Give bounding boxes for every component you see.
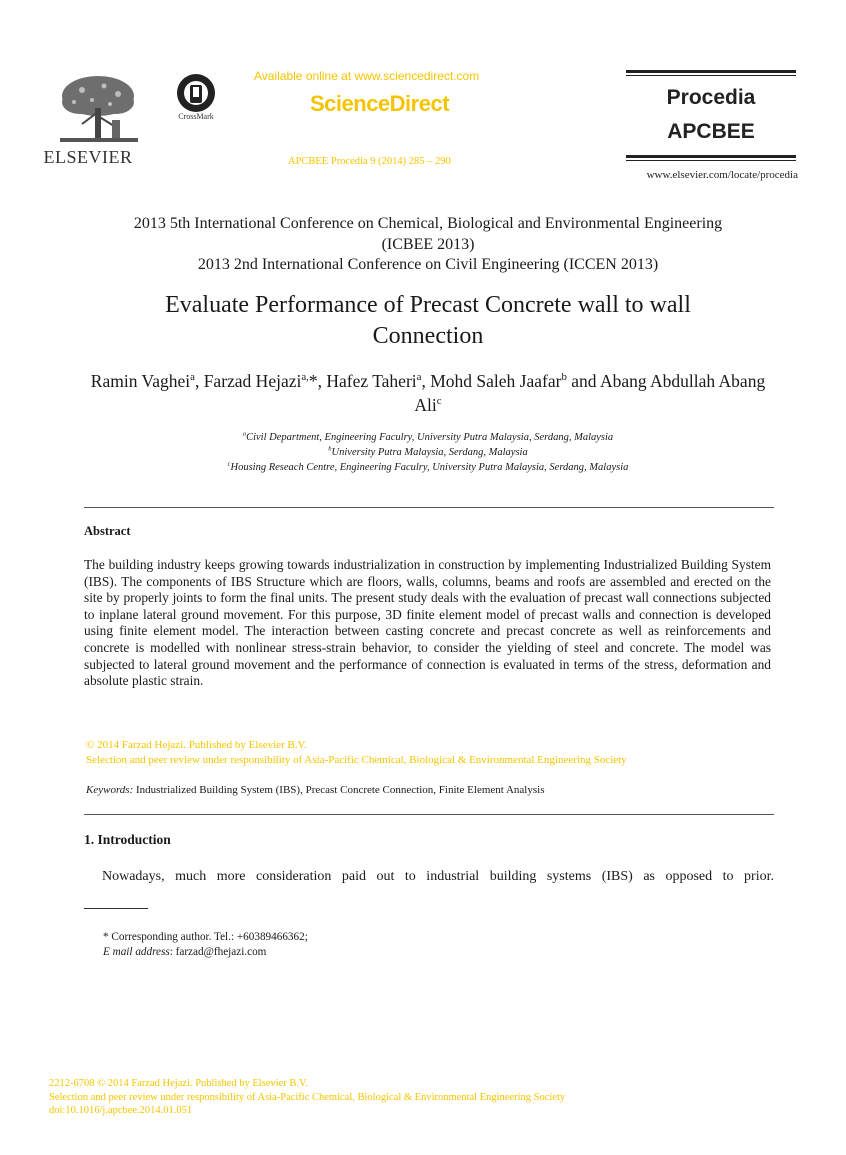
introduction-heading: 1. Introduction [84,832,171,847]
paper-title [80,290,776,352]
keywords-label: Keywords: [86,784,134,796]
conference-line: 2013 2nd International Conference on Civil Engineering (ICCEN 2013) [197,256,659,273]
footer-line: Selection and peer review under responsibility of Asia-Pacific Chemical, Biological & Environmental Engineering Society [49,1091,566,1103]
journal-subname: APCBEE [667,120,755,143]
author-affiliation-mark: b [561,371,567,384]
affiliation [80,445,776,460]
author-separator: , [421,371,431,391]
author-name: Ramin Vaghei [90,371,191,391]
abstract-body: The building industry keeps growing towards industrialization in construction by implementing Industrialized Building System (IBS). The components of IBS Structure which are floors, walls, columns, beams and roofs are assembled and erected on the site by properly joints to form the final units. The present study deals with the evaluation of precast wall connections subjected to inplane lateral ground movement. For this purpose, 3D finite element model of precast walls and connection is developed using finite element model. The interaction between casting concrete and precast concrete as well as reinforcements and concrete is modelled with nonlinear stress-strain behavior, to consider the yielding of steel and concrete. The model was subjected to lateral ground movement and the performance of connection is evaluated in terms of the stress, deformation and absolute plastic strain. [84,557,771,689]
introduction-body: Nowadays, much more consideration paid out to industrial building systems (IBS) as opposed to prior. [102,869,774,884]
conference-info [60,214,796,276]
crossmark-icon[interactable] [176,73,216,113]
title-line: Evaluate Performance of Precast Concrete wall to wall [165,292,691,318]
copyright-line: Selection and peer review under responsibility of Asia-Pacific Chemical, Biological & Environmental Engineering Society [86,753,627,766]
author-separator: , [317,371,327,391]
corresponding-author-note: * Corresponding author. Tel.: +60389466362; [103,931,308,943]
affiliation-text: Civil Department, Engineering Faculry, University Putra Malaysia, Serdang, Malaysia [246,432,614,443]
author-affiliation-mark: c [436,395,442,408]
author-separator: and [566,371,600,391]
affiliation-text: University Putra Malaysia, Serdang, Malaysia [331,447,528,458]
crossmark-label: CrossMark [178,112,214,121]
doi-link[interactable]: doi:10.1016/j.apcbee.2014.01.051 [49,1105,193,1117]
keywords-text: Industrialized Building System (IBS), Precast Concrete Connection, Finite Element Analysis [136,784,545,796]
email-label: E mail address [103,946,170,958]
journal-box-rule [626,75,796,76]
footer-line: 2212-6708 © 2014 Farzad Hejazi. Published by Elsevier B.V. [49,1078,308,1089]
abstract-heading: Abstract [84,524,131,538]
copyright-notice [86,738,776,767]
keywords [86,784,776,796]
affiliation-mark: b [328,445,332,453]
conference-line: (ICBEE 2013) [381,235,475,253]
publisher-logo-text: ELSEVIER [43,147,133,167]
page-footer [49,1077,809,1118]
available-online-link[interactable]: Available online at www.sciencedirect.com [254,69,480,83]
affiliation-mark: c [227,460,231,468]
author-name: Hafez Taheri [326,371,417,391]
author-affiliation-mark: a [190,371,195,384]
affiliation [80,430,776,445]
author-affiliation-mark: a, [301,371,309,384]
journal-box-rule [626,155,796,158]
email-note: E mail address: farzad@fhejazi.com [103,946,267,958]
author-list [80,369,776,417]
author-separator: , [194,371,204,391]
affiliation-list [80,430,776,475]
journal-box-rule [626,160,796,161]
journal-name: Procedia [666,86,756,109]
title-line: Connection [372,323,484,349]
footnote-rule [84,908,148,909]
affiliation-mark: a [242,430,247,438]
affiliation-text: Housing Reseach Centre, Engineering Faculry, University Putra Malaysia, Serdang, Malaysia [230,462,629,473]
elsevier-tree-logo [52,72,144,150]
conference-line: 2013 5th International Conference on Chemical, Biological and Environmental Engineering [133,215,723,232]
journal-reference: APCBEE Procedia 9 (2014) 285 – 290 [288,156,451,167]
affiliation [80,460,776,475]
copyright-line: © 2014 Farzad Hejazi. Published by Elsevier B.V. [86,739,307,751]
author-affiliation-mark: a [416,371,422,384]
section-divider [84,814,774,815]
journal-box-rule [626,70,796,73]
author-name: Abang Abdullah Abang Ali [414,371,766,415]
email-address[interactable]: farzad@fhejazi.com [175,946,267,958]
section-divider [84,507,774,508]
author-name: Mohd Saleh Jaafar [430,371,562,391]
sciencedirect-logo[interactable]: ScienceDirect [310,91,450,116]
corresponding-mark: * [308,371,318,391]
author-name: Farzad Hejazi [203,371,302,391]
journal-url-link[interactable]: www.elsevier.com/locate/procedia [646,169,798,181]
